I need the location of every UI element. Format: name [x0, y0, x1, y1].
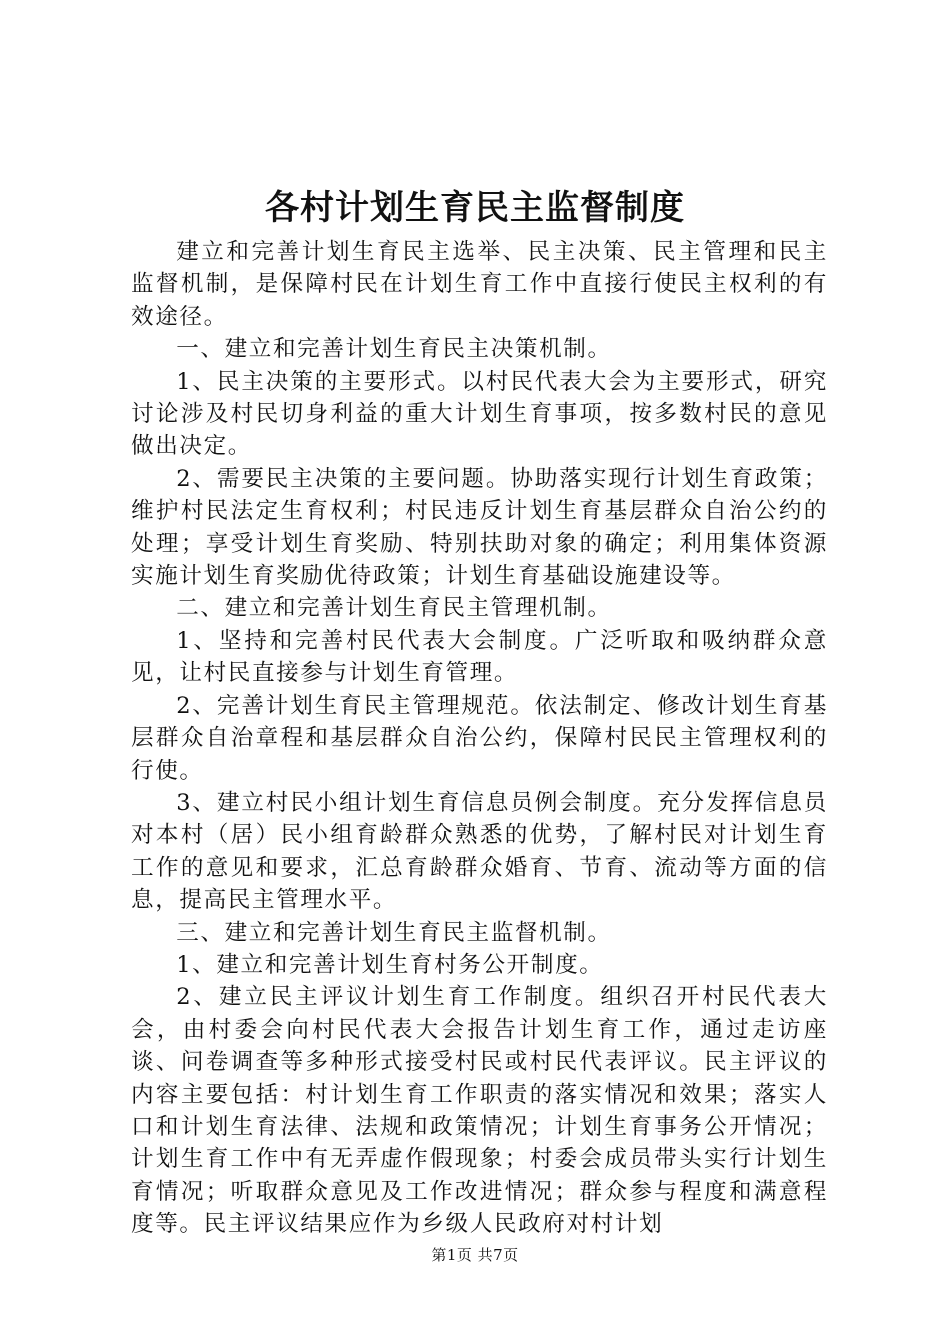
section-heading-3: 三、建立和完善计划生育民主监督机制。 [176, 919, 612, 946]
paragraph-2-2: 2、完善计划生育民主管理规范。依法制定、修改计划生育基层群众自治章程和基层群众自治公约，保障村民民主管理权利的行使。 [131, 692, 828, 784]
paragraph-3-1: 1、建立和完善计划生育村务公开制度。 [176, 951, 604, 978]
paragraph-intro: 建立和完善计划生育民主选举、民主决策、民主管理和民主监督机制，是保障村民在计划生育工作中直接行使民主权利的有效途径。 [131, 239, 828, 330]
paragraph-2-1: 1、坚持和完善村民代表大会制度。广泛听取和吸纳群众意见，让村民直接参与计划生育管理。 [131, 627, 828, 687]
paragraph-1-2: 2、需要民主决策的主要问题。协助落实现行计划生育政策；维护村民法定生育权利；村民违反计划生育基层群众自治公约的处理；享受计划生育奖励、特别扶助对象的确定；利用集体资源实施计划生育奖励优待政策；计划生育基础设施建设等。 [131, 465, 828, 590]
document-title: 各村计划生育民主监督制度 [265, 188, 685, 228]
document-body [131, 236, 828, 1241]
section-heading-2: 二、建立和完善计划生育民主管理机制。 [176, 595, 612, 622]
page-number-footer: 第1页 共7页 [431, 1246, 519, 1264]
paragraph-3-2: 2、建立民主评议计划生育工作制度。组织召开村民代表大会，由村委会向村民代表大会报告计划生育工作，通过走访座谈、问卷调查等多种形式接受村民或村民代表评议。民主评议的内容主要包括：村计划生育工作职责的落实情况和效果；落实人口和计划生育法律、法规和政策情况；计划生育事务公开情况；计划生育工作中有无弄虚作假现象；村委会成员带头实行计划生育情况；听取群众意见及工作改进情况；群众参与程度和满意程度等。民主评议结果应作为乡级人民政府对村计划 [131, 984, 828, 1238]
paragraph-2-3: 3、建立村民小组计划生育信息员例会制度。充分发挥信息员对本村（居）民小组育龄群众熟悉的优势，了解村民对计划生育工作的意见和要求，汇总育龄群众婚育、节育、流动等方面的信息，提高民主管理水平。 [131, 789, 828, 914]
paragraph-1-1: 1、民主决策的主要形式。以村民代表大会为主要形式，研究讨论涉及村民切身利益的重大计划生育事项，按多数村民的意见做出决定。 [131, 368, 828, 460]
section-heading-1: 一、建立和完善计划生育民主决策机制。 [176, 336, 612, 363]
